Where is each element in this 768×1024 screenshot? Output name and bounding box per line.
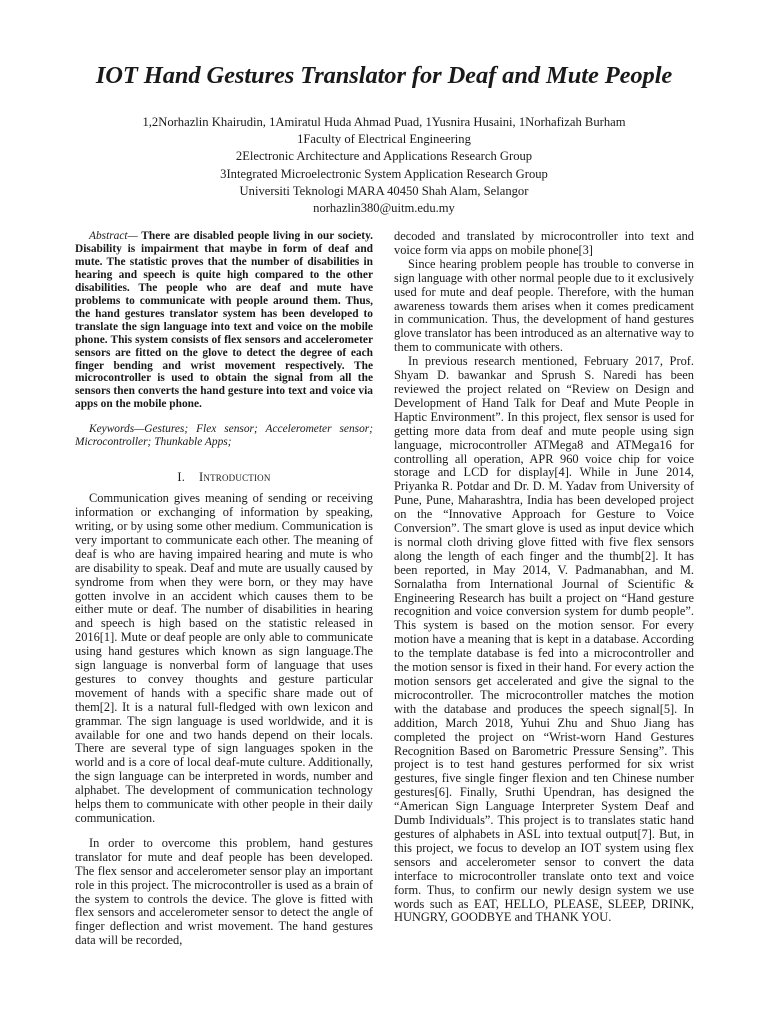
intro-paragraph-1: Communication gives meaning of sending or receiving information or exchanging of information by speaking, writing, or by using some other medium. Communication is very important to communicate each other. The meaning of deaf is who are having impaired hearing and mute is who are disability to speak. Deaf and mute are usually caused by syndrome from when they were born, or they may have gotten involve in an accident which causes them to be either mute or deaf. The number of disabilities in hearing and speech is high based on the statistic released in 2016[1]. Mute or deaf people are only able to communicate using hand gestures which known as sign language.The sign language is nonverbal form of language that uses gestures to convey thoughts and gesture particular movement of hands with a specific share made out of them[2]. It is a natural full-fledged with own lexicon and grammar. The sign language is used worldwide, and it is available for one and two hands depend on their locals. There are several type of sign languages spoken in the world and is a core of local deaf-mute culture. Additionally, the sign language can be interpreted in words, number and alphabet. The development of communication technology helps them to communicate with other people in their daily communication.	[75, 491, 373, 825]
left-column	[75, 230, 373, 948]
section-title: Introduction	[199, 470, 271, 485]
intro-paragraph-4: Since hearing problem people has trouble to converse in sign language with other normal people due to it exclusively used for mute and deaf people. Therefore, with the human awareness towards them arises when it comes predicament in communication. Thus, the development of hand gestures glove translator has been introduced as an alternative way to them to communicate with others.	[394, 256, 694, 355]
affiliation-university: Universiti Teknologi MARA 40450 Shah Alam, Selangor	[239, 183, 529, 198]
abstract-body: There are disabled people living in our society. Disability is impairment that maybe in form of deaf and mute. The statistic proves that the number of disabilities in hearing and speech is quite high compared to the other disabilities. The people who are deaf and mute have problems to communicate with people around them. Thus, the hand gestures translator system has been developed to translate the sign language into text and voice on the mobile phone. This system consists of flex sensors and accelerometer sensors are fitted on the glove to detect the degree of each finger bending and wrist movement respectively. The microcontroller is used to obtain the signal from all the sensors then converts the hand gesture into text and voice via apps on the mobile phone.	[75, 230, 373, 411]
affiliation-group-1: 2Electronic Architecture and Applications Research Group	[235, 149, 533, 164]
author-list: 1,2Norhazlin Khairudin, 1Amiratul Huda Ahmad Puad, 1Yusnira Husaini, 1Norhafizah Burham	[142, 115, 626, 129]
intro-paragraph-2: In order to overcome this problem, hand gestures translator for mute and deaf people has been developed. The flex sensor and accelerometer sensor play an important role in this project. The microcontroller is used as a brain of the system to controls the device. The glove is fitted with flex sensors and accelerometer sensor to detect the angle of finger deflection and wrist movement. The hand gestures data will be recorded,	[75, 835, 373, 948]
abstract	[75, 230, 373, 411]
section-heading	[75, 471, 373, 485]
abstract-lead: Abstract—	[89, 230, 138, 242]
paper-title: IOT Hand Gestures Translator for Deaf and Mute People	[95, 62, 673, 89]
keywords: Keywords—Gestures; Flex sensor; Accelerometer sensor; Microcontroller; Thunkable Apps;	[75, 423, 373, 449]
author-block	[60, 114, 708, 217]
affiliation-group-2: 3Integrated Microelectronic System Application Research Group	[220, 166, 548, 181]
author-email: norhazlin380@uitm.edu.my	[313, 201, 455, 216]
section-number: I.	[177, 470, 186, 485]
intro-paragraph-3: decoded and translated by microcontroller into text and voice form via apps on mobile phone[3]	[394, 229, 694, 257]
affiliation-faculty: 1Faculty of Electrical Engineering	[297, 132, 471, 147]
intro-paragraph-5: In previous research mentioned, February 2017, Prof. Shyam D. bawankar and Sprush S. Naredi has been reviewed the project related on “Review on Design and Development of Hand Talk for Deaf and Mute People in Haptic Environment”. In this project, flex sensor is used for getting more data from deaf and mute people using sign language, microcontroller ATMega8 and ATMega16 for controlling all operation, APR 960 voice chip for voice storage and LCD for display[4]. While in June 2014, Priyanka R. Potdar and Dr. D. M. Yadav from University of Pune, Pune, Maharashtra, India has been developed project on the “Innovative Approach for Gesture to Voice Conversion”. The smart glove is used as input device which is normal cloth driving glove fitted with five flex sensors along the length of each finger and the thumb[2]. It has been reported, in May 2014, V. Padmanabhan, and M. Sornalatha from International Journal of Scientific & Engineering Research has built a project on “Hand gesture recognition and voice conversion system for dumb people”. This system is based on the motion sensor. For every motion have a meaning that is kept in a database. According to the template database is fed into a microcontroller and the motion sensor is fixed in their hand. For every action the motion sensors get accelerated and give the signal to the microcontroller. The microcontroller matches the motion with the database and produces the speech signal[5]. In addition, March 2018, Yuhui Zhu and Shuo Jiang has completed the project on “Wrist-worn Hand Gestures Recognition Based on Barometric Pressure Sensing”. This project is to test hand gestures performed for six wrist gestures, five single finger flexion and ten Chinese number gestures[6]. Finally, Sruthi Upendran, has designed the “American Sign Language Interpreter System Deaf and Dumb Individuals”. This project is to translates static hand gestures of alphabets in ASL into textual output[7]. But, in this project, we focus to develop an IOT system using flex sensors and accelerometer sensor to convert the data interface to microcontroller translate onto text and voice form. Thus, to confirm our newly design system we use words such as EAT, HELLO, PLEASE, SLEEP, DRINK, HUNGRY, GOODBYE and THANK YOU.	[394, 354, 694, 925]
right-column	[394, 230, 694, 925]
